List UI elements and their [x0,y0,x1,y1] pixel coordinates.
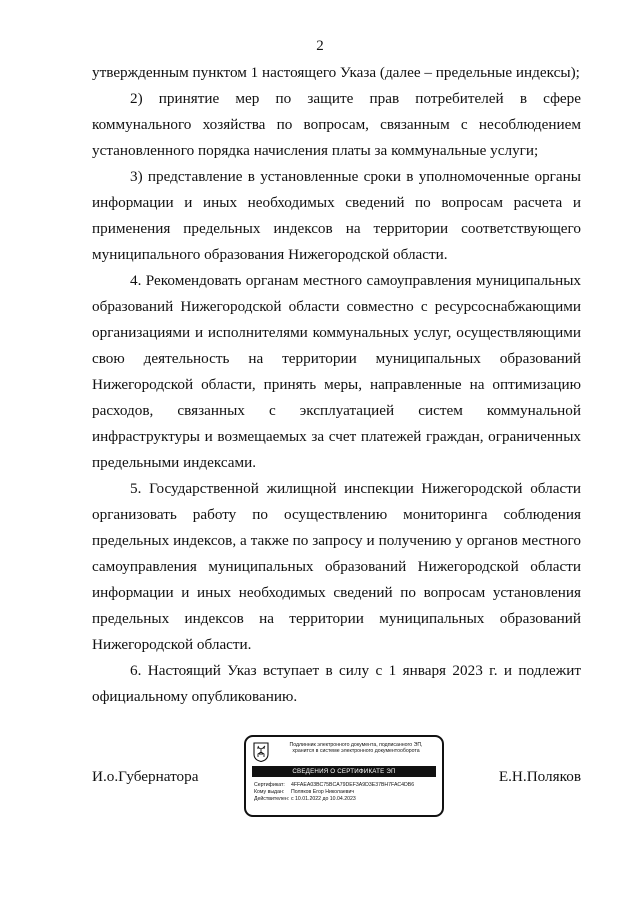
owner-label: Кому выдан: [254,789,285,795]
paragraph-4: 4. Рекомендовать органам местного самоуправления муниципальных образований Нижегородской области совместно с ресурсоснабжающими организациями и исполнителями коммунальных услуг, осуществляющими свою деятельность на территории муниципальных образований Нижегородской области, принять меры, направленные на оптимизацию расходов, связанных с эксплуатацией систем коммунальной инфраструктуры и возмещаемых за счет платежей граждан, ограниченных предельными индексами. [92,272,581,471]
certificate-row [254,782,414,789]
certificate-value: 4FFAEA03BC75BCA79DEF3A9D3E37BH7FAC4DB6 [291,782,415,788]
page-number: 2 [316,38,324,54]
signer-title: И.о.Губернатора [92,768,199,785]
stamp-header [272,742,440,755]
paragraph-5: 5. Государственной жилищной инспекции Нижегородской области организовать работу по осуществлению мониторинга соблюдения предельных индексов, а также по запросу и получению у органов местного самоуправления муниципальных образований Нижегородской области информации и иных необходимых сведений по вопросам установления предельных индексов на территории муниципальных образований Нижегородской области. [92,480,581,653]
paragraph-1: утвержденным пунктом 1 настоящего Указа (далее – предельные индексы); [92,64,580,81]
paragraph-6: 6. Настоящий Указ вступает в силу с 1 января 2023 г. и подлежит официальному опубликованию. [92,662,581,705]
certificate-label: Сертификат: [254,782,285,788]
paragraph-3: 3) представление в установленные сроки в уполномоченные органы информации и иных необходимых сведений по вопросам расчета и применения предельных индексов на территории соответствующего муниципального образования Нижегородской области. [92,168,581,263]
owner-value: Поляков Егор Николаевич [291,789,355,795]
paragraph-2: 2) принятие мер по защите прав потребителей в сфере коммунального хозяйства по вопросам, связанным с несоблюдением установленного порядка начисления платы за коммунальные услуги; [92,90,581,159]
deer-emblem-icon [253,742,269,762]
stamp-title-bar: СВЕДЕНИЯ О СЕРТИФИКАТЕ ЭП [252,766,436,777]
owner-row [254,789,414,796]
stamp-header-line-2: хранится в системе электронного документооборота [292,748,420,755]
electronic-signature-stamp [244,735,444,817]
stamp-details [254,782,414,803]
signer-name: Е.Н.Поляков [498,768,581,785]
validity-row [254,796,414,803]
validity-label: Действителен: [254,796,290,802]
stamp-header-line-1: Подлинник электронного документа, подписанного ЭП, [289,742,423,748]
document-body [92,60,581,710]
validity-value: с 10.01.2022 до 10.04.2023 [291,796,356,802]
